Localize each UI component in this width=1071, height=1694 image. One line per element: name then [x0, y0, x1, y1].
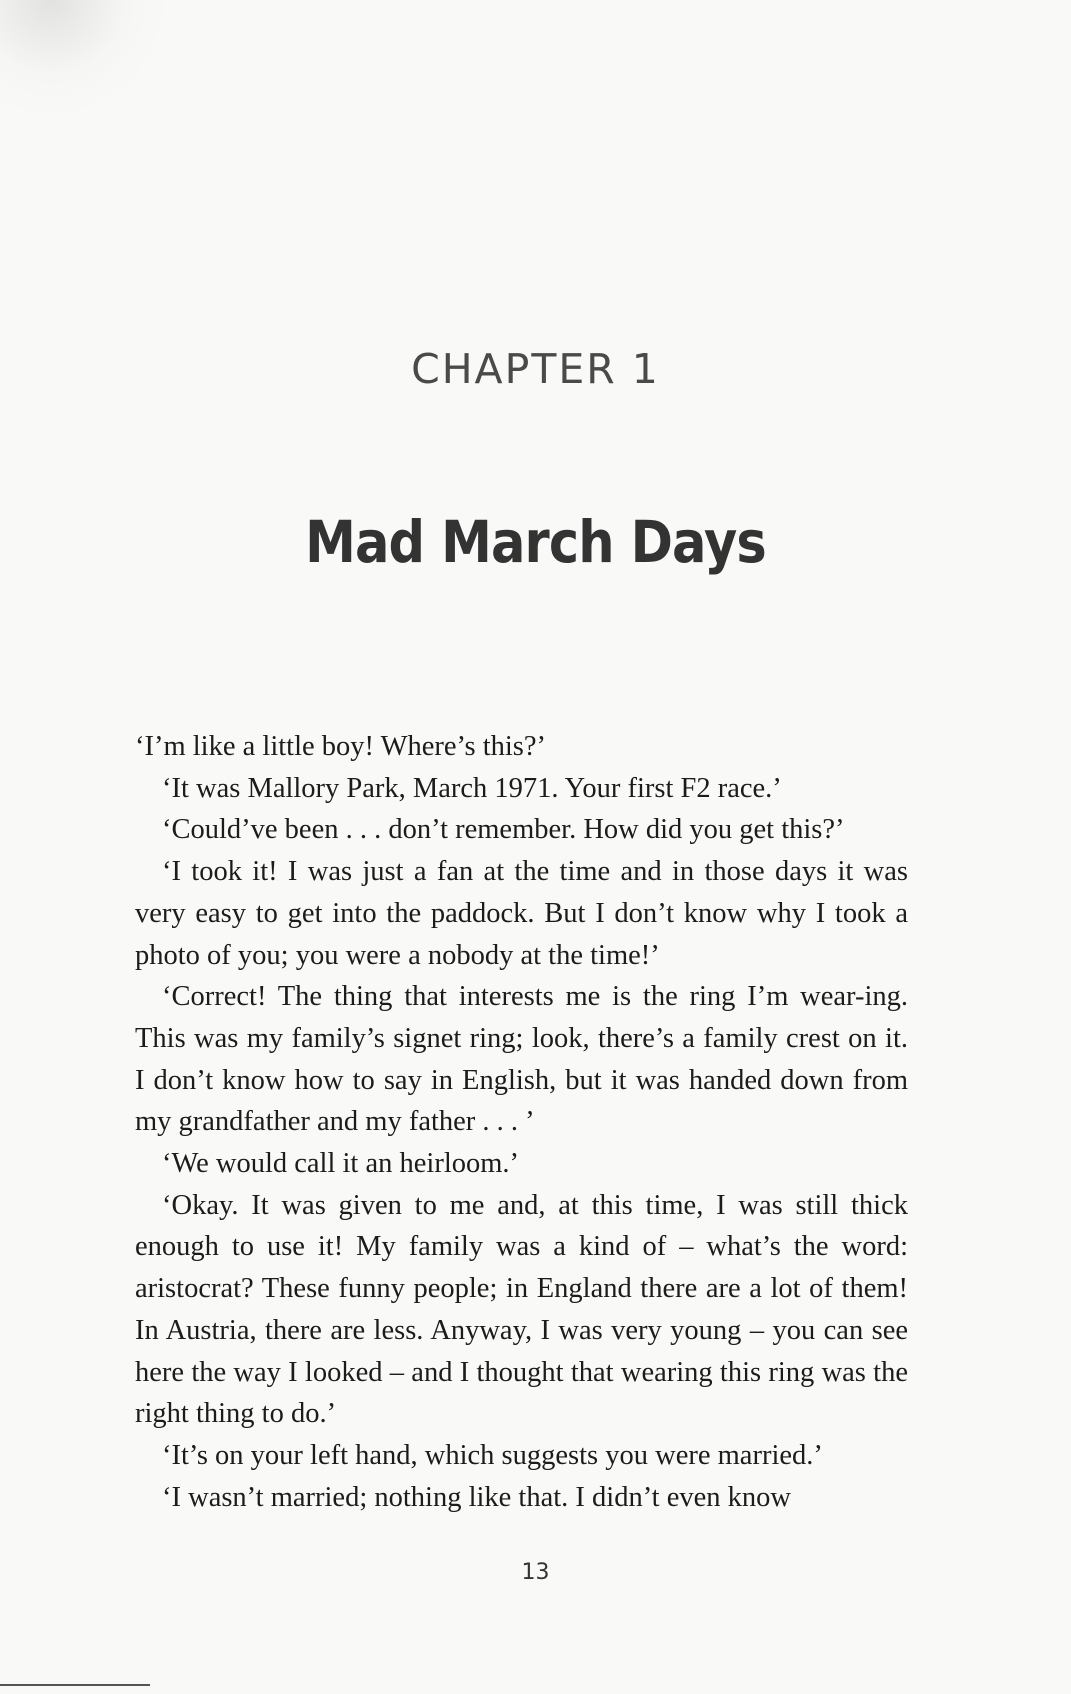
chapter-label: CHAPTER 1 — [411, 345, 660, 393]
chapter-title: Mad March Days — [305, 508, 766, 576]
paragraph: ‘I’m like a little boy! Where’s this?’ — [135, 731, 547, 762]
paragraph: ‘Correct! The thing that interests me is the ring I’m wear-ing. This was my family’s signet ring; look, there’s a family crest on it. I don’t know how to say in English, but it was handed down from my grandfather and my father . . . ’ — [135, 981, 908, 1138]
paragraph: ‘Okay. It was given to me and, at this time, I was still thick enough to use it! My family was a kind of – what’s the word: aristocrat? These funny people; in England there are a lot of them! In Austria, there are less. Anyway, I was very young – you can see here the way I looked – and I thought that wearing this ring was the right thing to do.’ — [135, 1189, 908, 1430]
paragraph: ‘Could’ve been . . . don’t remember. How did you get this?’ — [162, 814, 845, 846]
paragraph: ‘We would call it an heirloom.’ — [162, 1148, 520, 1180]
paragraph: ‘It was Mallory Park, March 1971. Your first F2 race.’ — [162, 772, 782, 804]
body-text — [135, 726, 908, 1518]
paragraph: ‘It’s on your left hand, which suggests you were married.’ — [162, 1439, 823, 1471]
page-edge-line — [0, 1684, 150, 1686]
page-number: 13 — [521, 1560, 550, 1585]
paragraph: ‘I wasn’t married; nothing like that. I didn’t even know — [162, 1481, 791, 1513]
paragraph: ‘I took it! I was just a fan at the time and in those days it was very easy to get into the paddock. But I don’t know why I took a photo of you; you were a nobody at the time!’ — [135, 856, 908, 971]
page-edge-shadow — [0, 0, 170, 120]
